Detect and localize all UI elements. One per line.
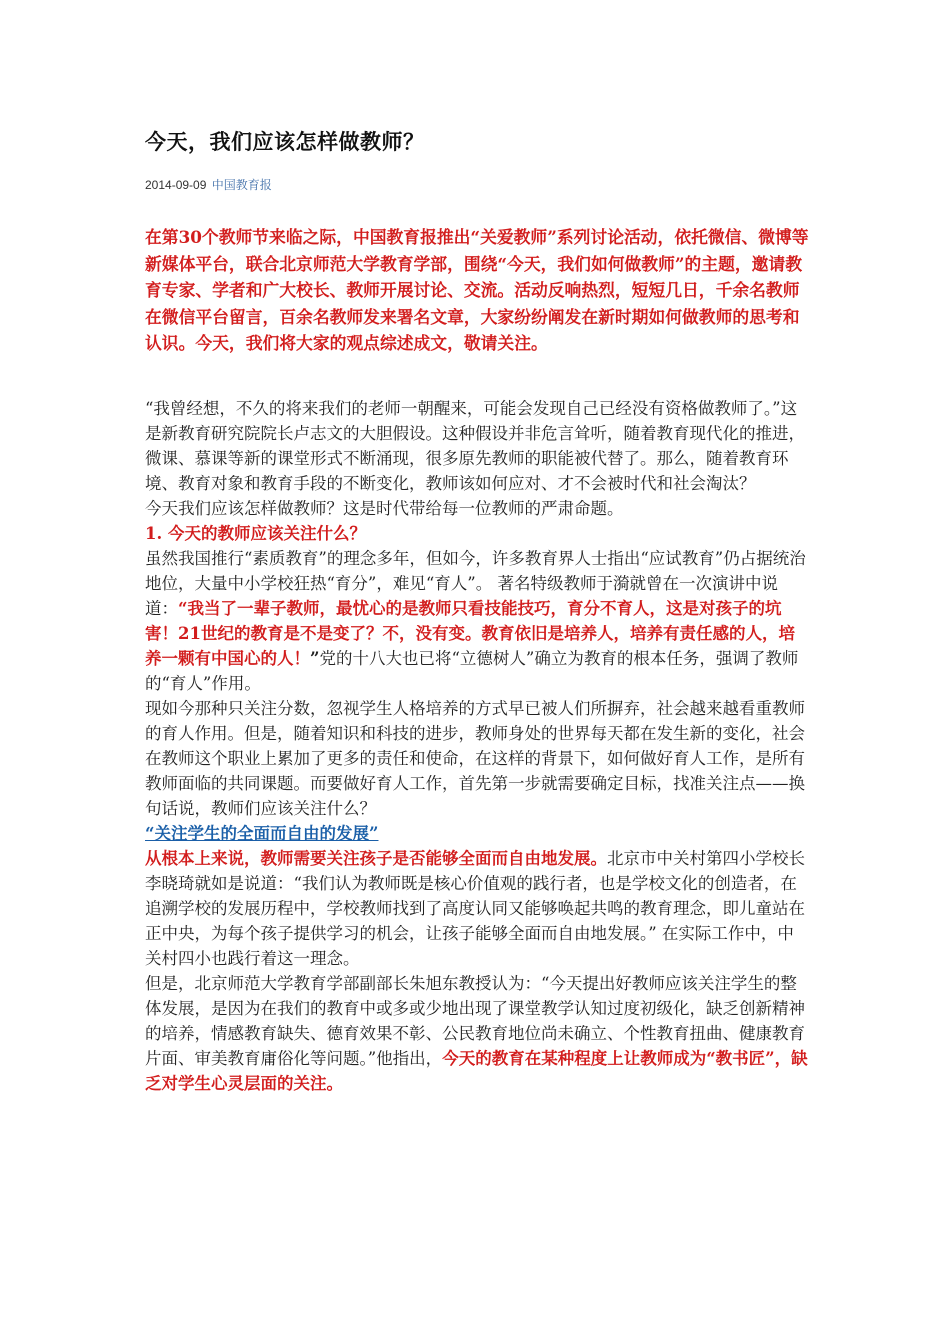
paragraph-1: “我曾经想，不久的将来我们的老师一朝醒来，可能会发现自己已经没有资格做教师了。”这是新教育研究院院长卢志文的大胆假设。这种假设并非危言耸听，随着教育现代化的推进，微课、慕课等新的课堂形式不断涌现，很多原先教师的职能被代替了。那么，随着教育环境、教育对象和教育手段的不断变化，教师该如何应对、才不会被时代和社会淘汰？ xyxy=(145,399,805,493)
paragraph-4: 现如今那种只关注分数，忽视学生人格培养的方式早已被人们所摒弃，社会越来越看重教师的育人作用。但是，随着知识和科技的进步，教师身处的世界每天都在发生新的变化，社会在教师这个职业上累加了更多的责任和使命，在这样的背景下，如何做好育人工作，是所有教师面临的共同课题。而要做好育人工作，首先第一步就需要确定目标，找准关注点——换句话说，教师们应该关注什么？ xyxy=(145,699,805,818)
paragraph-5 xyxy=(145,846,809,971)
subheading-row xyxy=(145,821,809,846)
paragraph-6-emphasis: 今天的教育在某种程度上让教师成为“教书匠”，缺乏对学生心灵层面的关注。 xyxy=(145,1049,808,1093)
paragraph-3 xyxy=(145,546,809,696)
paragraph-6 xyxy=(145,971,809,1096)
yu-yi-quote: “我当了一辈子教师，最忧心的是教师只看技能技巧，育分不育人，这是对孩子的坑害！21世纪的教育是不是变了？不，没有变。教育依旧是培养人，培养有责任感的人，培养一颗有中国心的人！ xyxy=(145,599,795,668)
quote-close-mark: ” xyxy=(310,649,320,668)
article-date: 2014-09-09 xyxy=(145,178,207,192)
article-body xyxy=(145,396,809,1096)
paragraph-5-lead: 从根本上来说，教师需要关注孩子是否能够全面而自由地发展。 xyxy=(145,849,607,868)
article-title: 今天，我们应该怎样做教师？ xyxy=(145,129,425,154)
article-meta xyxy=(145,176,272,193)
article-intro: 在第30个教师节来临之际，中国教育报推出“关爱教师”系列讨论活动，依托微信、微博等新媒体平台，联合北京师范大学教育学部，围绕“今天，我们如何做教师”的主题，邀请教育专家、学者和广大校长、教师开展讨论、交流。活动反响热烈，短短几日，千余名教师在微信平台留言，百余名教师发来署名文章，大家纷纷阐发在新时期如何做教师的思考和认识。今天，我们将大家的观点综述成文，敬请关注。 xyxy=(145,227,809,353)
article-source-link[interactable]: 中国教育报 xyxy=(211,178,272,192)
paragraph-6-text: 但是，北京师范大学教育学部副部长朱旭东教授认为：“今天提出好教师应该关注学生的整体发展，是因为在我们的教育中或多或少地出现了课堂教学认知过度初级化，缺乏创新精神的培养，情感教育缺失、德育效果不彰、公民教育地位尚未确立、个性教育扭曲、健康教育片面、审美教育庸俗化等问题。”他指出， xyxy=(145,974,805,1068)
section-heading-1: 1. 今天的教师应该关注什么？ xyxy=(145,524,366,543)
paragraph-3-continued: 党的十八大也已将“立德树人”确立为教育的根本任务，强调了教师的“育人”作用。 xyxy=(145,649,799,693)
subheading-link[interactable]: “关注学生的全面而自由的发展” xyxy=(145,824,379,843)
paragraph-3-text: 虽然我国推行“素质教育”的理念多年，但如今，许多教育界人士指出“应试教育”仍占据统治地位，大量中小学校狂热“育分”，难见“育人”。 著名特级教师于漪就曾在一次演讲中说道： xyxy=(145,549,806,618)
paragraph-2: 今天我们应该怎样做教师？这是时代带给每一位教师的严肃命题。 xyxy=(145,499,624,518)
paragraph-5-text: 北京市中关村第四小学校长李晓琦就如是说道：“我们认为教师既是核心价值观的践行者，也是学校文化的创造者，在追溯学校的发展历程中，学校教师找到了高度认同又能够唤起共鸣的教育理念，即儿童站在正中央，为每个孩子提供学习的机会，让孩子能够全面而自由地发展。” 在实际工作中，中关村四小也践行着这一理念。 xyxy=(145,849,805,968)
